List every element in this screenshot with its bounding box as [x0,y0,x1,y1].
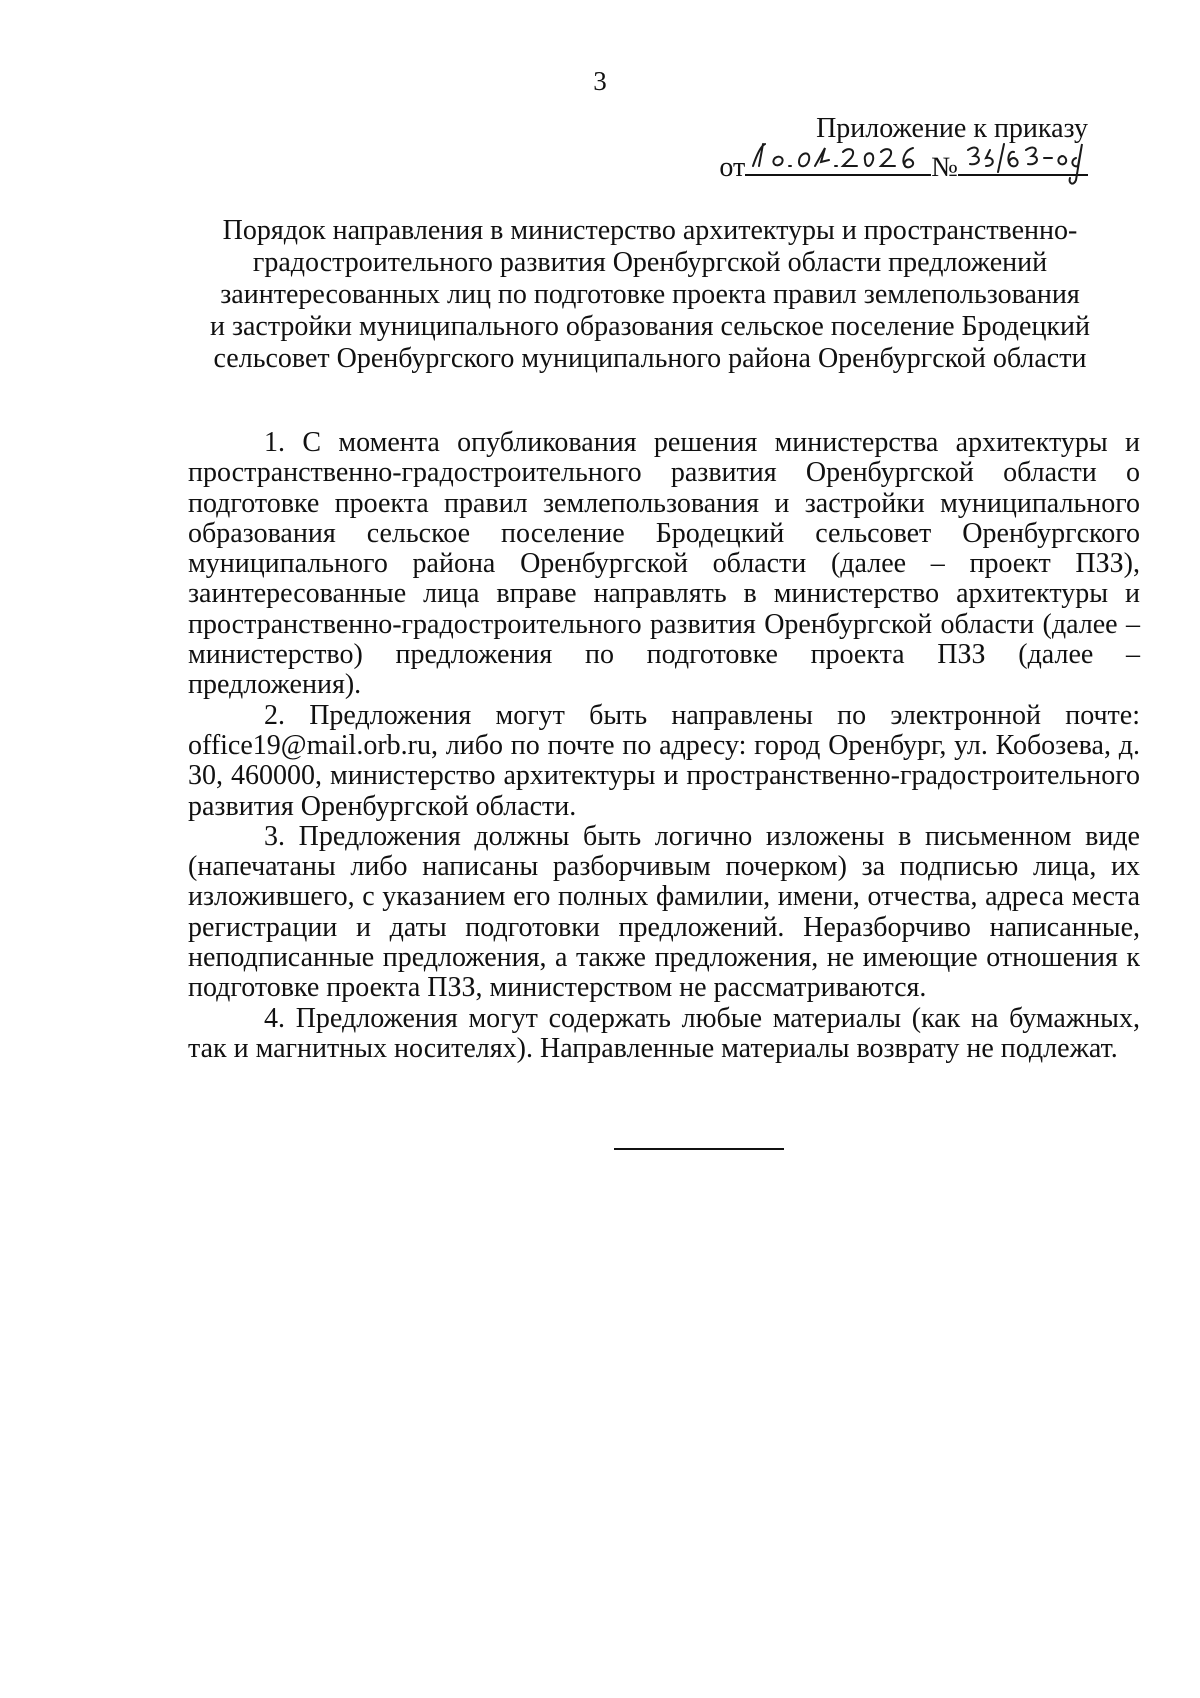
handwritten-number [958,146,1088,176]
title-line: и застройки муниципального образования сельское поселение Бродецкий [209,311,1091,342]
title-line: Порядок направления в министерство архитектуры и пространственно- [222,215,1078,246]
date-prefix: от [719,152,746,183]
handwritten-number-ink [958,136,1098,188]
document-body [188,428,1140,1064]
title-line: сельсовет Оренбургского муниципального района Оренбургской области [213,343,1087,374]
end-divider [614,1148,784,1150]
paragraph-2: 2. Предложения могут быть направлены по электронной почте: office19@mail.orb.ru, либо по почте по адресу: город Оренбург, ул. Кобозева, д. 30, 460000, министерство архитектуры и пространственно-градостроительного развития Оренбургской области. [188,699,1140,822]
handwritten-date-ink [745,136,931,176]
title-line: градостроительного развития Оренбургской области предложений [252,247,1048,278]
handwritten-date [745,146,931,176]
title-line: заинтересованных лиц по подготовке проекта правил землепользования [220,279,1080,310]
paragraph-3: 3. Предложения должны быть логично изложены в письменном виде (напечатаны либо написаны разборчивым почерком) за подписью лица, их изложившего, с указанием его полных фамилии, имени, отчества, адреса места регистрации и даты подготовки предложений. Неразборчиво написанные, неподписанные предложения, а также предложения, не имеющие отношения к подготовке проекта ПЗЗ, министерством не рассматриваются. [188,820,1140,1004]
paragraph-4: 4. Предложения могут содержать любые материалы (как на бумажных, так и магнитных носителях). Направленные материалы возврату не подлежат. [188,1002,1140,1064]
appendix-header [719,112,1088,185]
number-prefix: № [931,152,958,183]
appendix-ref-line [719,146,1088,185]
document-title [200,215,1100,375]
paragraph-1: 1. С момента опубликования решения министерства архитектуры и пространственно-градостроительного развития Оренбургской области о подготовке проекта правил землепользования и застройки муниципального образования сельское поселение Бродецкий сельсовет Оренбургского муниципального района Оренбургской области (далее – проект ПЗЗ), заинтересованные лица вправе направлять в министерство архитектуры и пространственно-градостроительного развития Оренбургской области (далее – министерство) предложения по подготовке проекта ПЗЗ (далее – предложения). [188,427,1140,701]
page-number: 3 [593,66,607,96]
appendix-title: Приложение к приказу [816,113,1088,144]
